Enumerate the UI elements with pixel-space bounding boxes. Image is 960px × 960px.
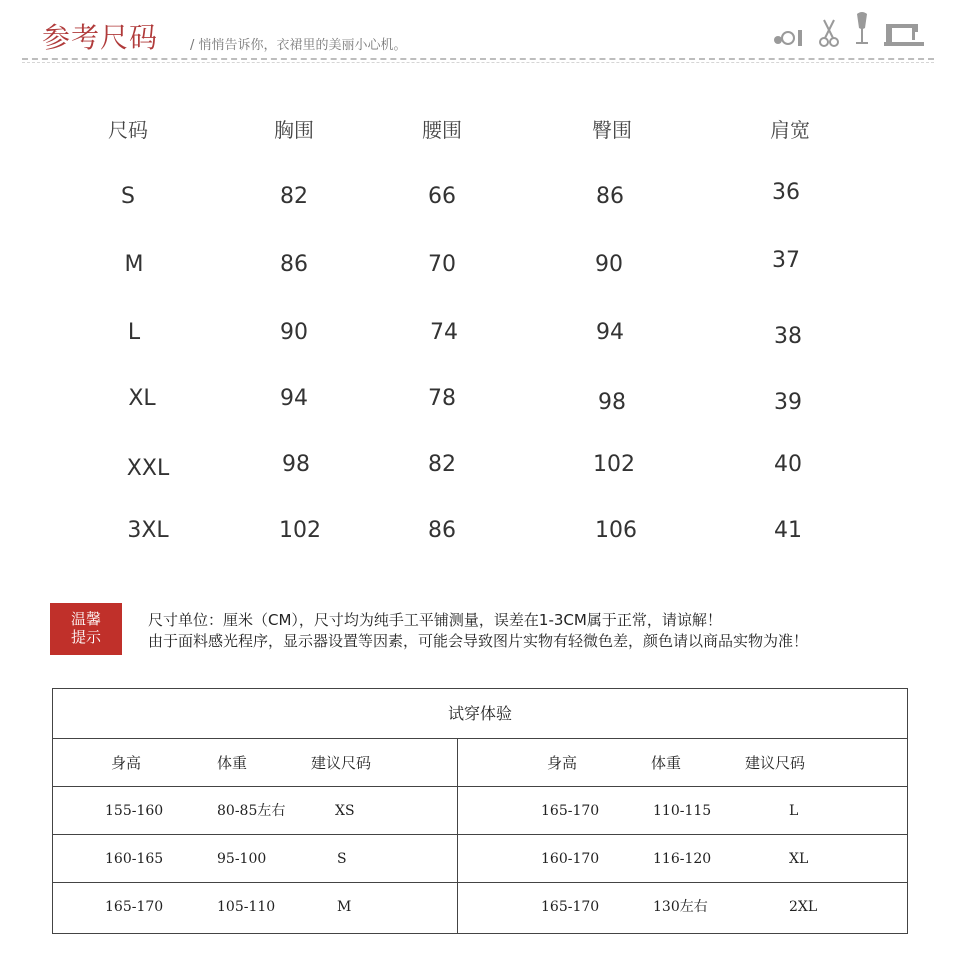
- hip-cell: 94: [596, 320, 624, 345]
- left-size: XS: [335, 803, 355, 819]
- page-title: 参考尺码: [42, 21, 159, 54]
- bust-cell: 94: [280, 386, 308, 411]
- hip-cell: 106: [595, 518, 637, 543]
- size-row: [0, 180, 960, 224]
- trial-table-title: 试穿体验: [53, 689, 907, 739]
- trial-row: [53, 787, 907, 835]
- left-header-size: 建议尺码: [311, 754, 372, 772]
- bust-cell: 90: [280, 320, 308, 345]
- shoulder-cell: 39: [774, 390, 802, 415]
- hip-cell: 102: [593, 452, 635, 477]
- size-table-header: [0, 114, 960, 154]
- tip-badge-line1: 温馨: [70, 610, 101, 628]
- sewing-machine-icon: [882, 18, 926, 48]
- right-height: 165-170: [541, 899, 600, 915]
- thread-spool-icon: [772, 26, 806, 48]
- tip-badge-line2: 提示: [70, 628, 101, 646]
- size-row: [0, 248, 960, 292]
- header-shoulder: 肩宽: [770, 118, 810, 142]
- left-weight: 95-100: [217, 851, 267, 867]
- hip-cell: 90: [595, 252, 623, 277]
- tip-badge: [50, 603, 122, 655]
- size-cell: XL: [128, 386, 156, 411]
- right-header-weight: 体重: [651, 754, 682, 772]
- waist-cell: 70: [428, 252, 456, 277]
- tip-line-2: 由于面料感光程序，显示器设置等因素，可能会导致图片实物有轻微色差，颜色请以商品实物为准！: [148, 632, 809, 650]
- trial-header-row: [53, 739, 907, 787]
- right-height: 160-170: [541, 851, 600, 867]
- right-size: XL: [789, 851, 809, 867]
- left-header-height: 身高: [111, 754, 142, 772]
- right-header-size: 建议尺码: [745, 754, 806, 772]
- waist-cell: 74: [430, 320, 458, 345]
- dress-form-icon: [852, 10, 872, 48]
- trial-table: [52, 688, 908, 934]
- right-size: 2XL: [789, 899, 818, 915]
- bust-cell: 86: [280, 252, 308, 277]
- page-subtitle: / 悄悄告诉你，衣裙里的美丽小心机。: [190, 38, 407, 53]
- header-divider-secondary: [22, 62, 934, 63]
- right-weight: 116-120: [653, 851, 712, 867]
- header-hip: 臀围: [592, 118, 632, 142]
- waist-cell: 82: [428, 452, 456, 477]
- size-row: [0, 518, 960, 558]
- hip-cell: 98: [598, 390, 626, 415]
- left-height: 155-160: [105, 803, 164, 819]
- right-size: L: [789, 803, 799, 819]
- right-height: 165-170: [541, 803, 600, 819]
- waist-cell: 78: [428, 386, 456, 411]
- shoulder-cell: 37: [772, 248, 800, 273]
- header-bust: 胸围: [274, 118, 314, 142]
- bust-cell: 82: [280, 184, 308, 209]
- bust-cell: 98: [282, 452, 310, 477]
- size-cell: M: [124, 252, 144, 277]
- right-weight: 130左右: [653, 899, 708, 915]
- trial-row: [53, 835, 907, 883]
- shoulder-cell: 41: [774, 518, 802, 543]
- scissors-icon: [816, 18, 842, 48]
- bust-cell: 102: [279, 518, 321, 543]
- size-cell: 3XL: [127, 518, 169, 543]
- shoulder-cell: 40: [774, 452, 802, 477]
- hip-cell: 86: [596, 184, 624, 209]
- size-row: [0, 320, 960, 360]
- header: [0, 0, 960, 64]
- waist-cell: 66: [428, 184, 456, 209]
- tip-text: [148, 610, 808, 652]
- size-cell: XXL: [126, 456, 170, 481]
- shoulder-cell: 36: [772, 180, 800, 205]
- left-height: 160-165: [105, 851, 164, 867]
- shoulder-cell: 38: [774, 324, 802, 349]
- left-weight: 105-110: [217, 899, 276, 915]
- right-header-height: 身高: [547, 754, 578, 772]
- header-size: 尺码: [108, 118, 148, 142]
- right-weight: 110-115: [653, 803, 712, 819]
- size-cell: S: [121, 184, 135, 209]
- size-cell: L: [127, 320, 141, 345]
- left-header-weight: 体重: [217, 754, 248, 772]
- header-icons: [772, 8, 926, 48]
- header-waist: 腰围: [422, 118, 462, 142]
- header-divider: [22, 58, 934, 60]
- left-size: M: [337, 899, 352, 915]
- waist-cell: 86: [428, 518, 456, 543]
- size-row: [0, 452, 960, 492]
- left-size: S: [337, 851, 347, 867]
- left-weight: 80-85左右: [217, 803, 286, 819]
- trial-row: [53, 883, 907, 931]
- tip-line-1: 尺寸单位：厘米（CM），尺寸均为纯手工平铺测量，误差在1-3CM属于正常，请谅解！: [148, 611, 722, 629]
- size-row: [0, 386, 960, 426]
- left-height: 165-170: [105, 899, 164, 915]
